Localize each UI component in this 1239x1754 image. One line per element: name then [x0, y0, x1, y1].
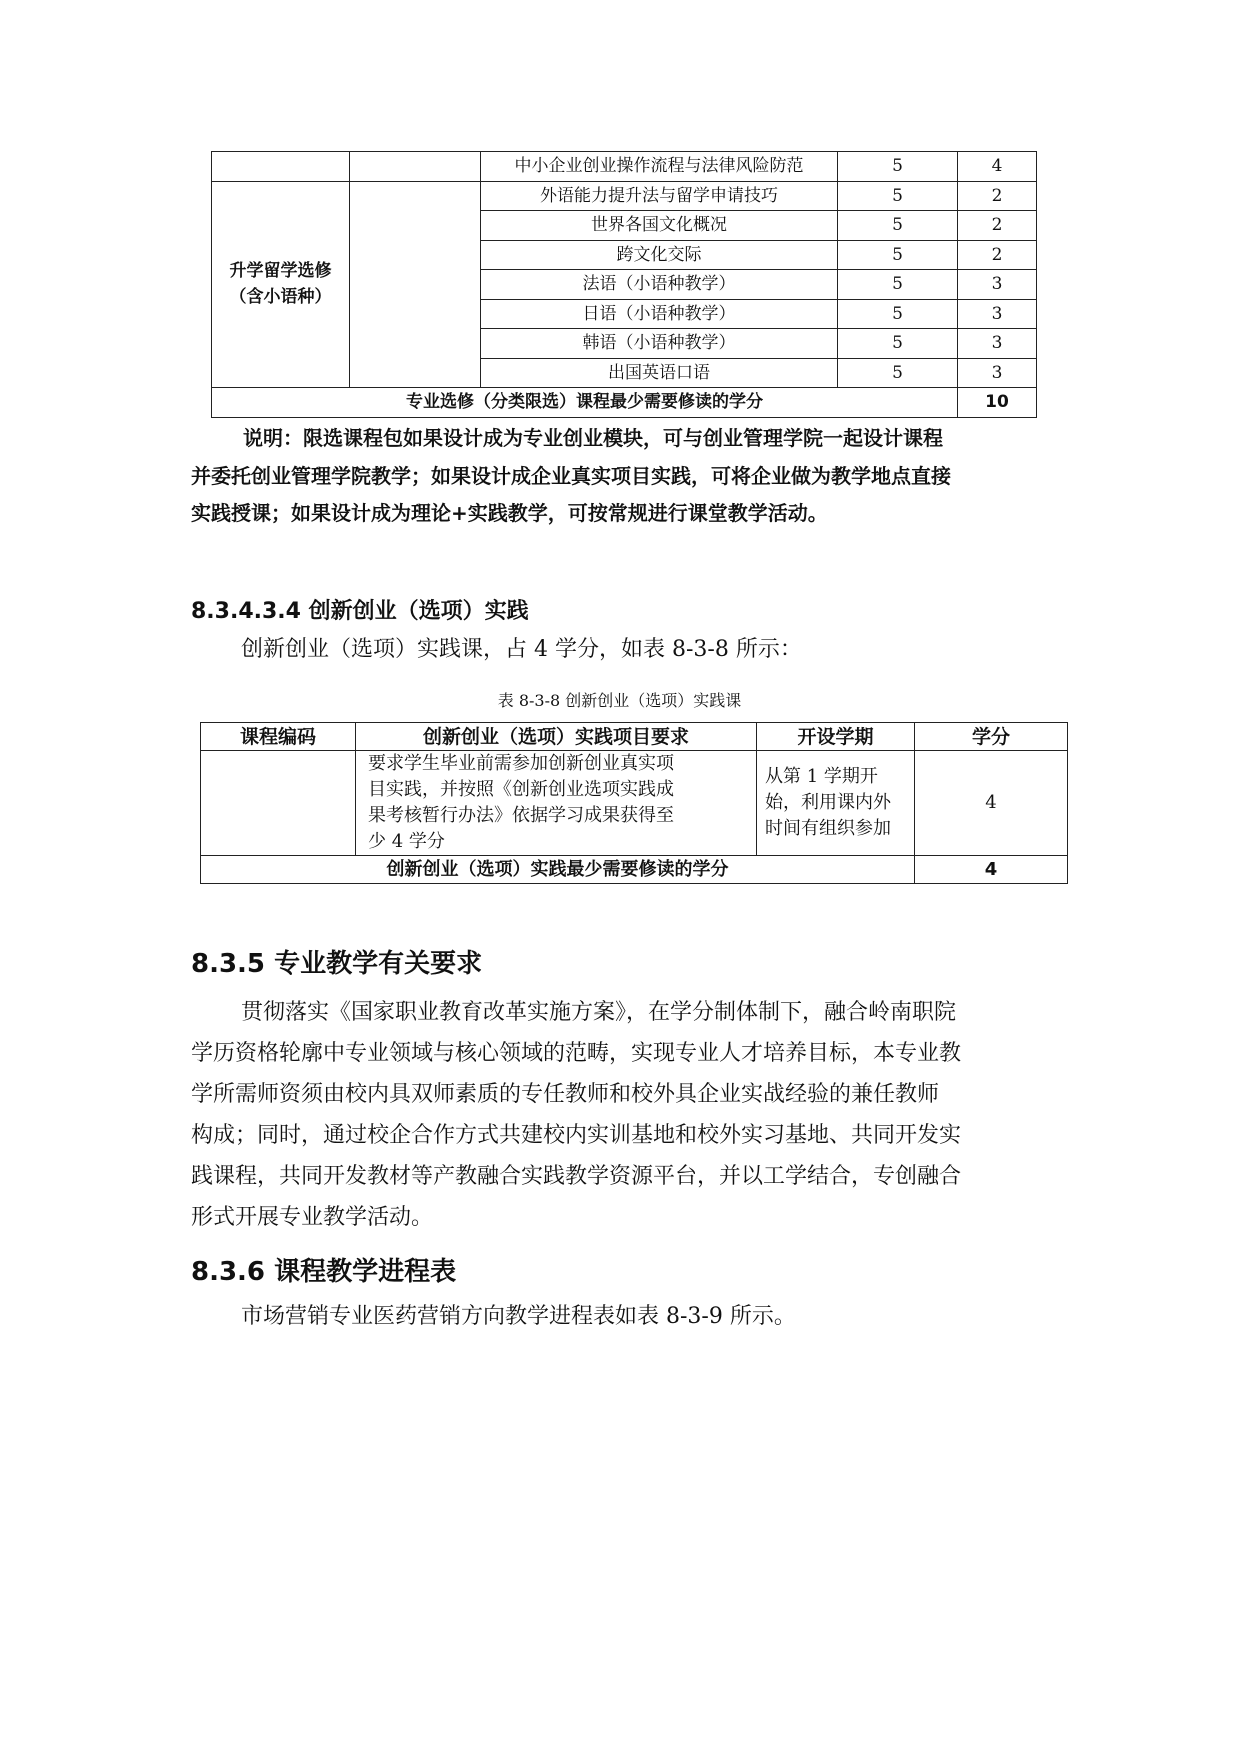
column-header: 课程编码 — [201, 723, 356, 751]
summary-row — [212, 388, 1037, 418]
elective-course-table — [211, 151, 1037, 418]
module-cell — [350, 152, 481, 182]
table-row — [212, 152, 1037, 182]
module-cell — [350, 181, 481, 388]
note-line: 并委托创业管理学院教学；如果设计成企业真实项目实践，可将企业做为教学地点直接 — [191, 463, 951, 488]
semester: 5 — [838, 152, 958, 182]
column-header: 创新创业（选项）实践项目要求 — [356, 723, 757, 751]
summary-row — [201, 856, 1068, 884]
section-8-3-5-body — [191, 992, 1051, 1238]
paragraph-line: 贯彻落实《国家职业教育改革实施方案》，在学分制体制下，融合岭南职院 — [241, 1000, 957, 1025]
semester-line: 时间有组织参加 — [765, 818, 891, 839]
course-name: 跨文化交际 — [481, 240, 838, 270]
paragraph-line: 学历资格轮廓中专业领域与核心领域的范畴，实现专业人才培养目标，本专业教 — [191, 1041, 962, 1066]
paragraph-line: 构成；同时，通过校企合作方式共建校内实训基地和校外实习基地、共同开发实 — [191, 1123, 962, 1148]
semester: 5 — [838, 270, 958, 300]
requirement-line: 要求学生毕业前需参加创新创业真实项 — [368, 753, 674, 774]
requirement-line: 目实践，并按照《创新创业选项实践成 — [368, 779, 674, 800]
section-heading-8-3-5: 8.3.5 专业教学有关要求 — [191, 949, 483, 979]
credit: 2 — [958, 211, 1037, 241]
summary-value: 10 — [958, 388, 1037, 418]
semester: 5 — [838, 299, 958, 329]
table-caption: 表 8-3-8 创新创业（选项）实践课 — [497, 691, 742, 710]
credit: 3 — [958, 299, 1037, 329]
table-row — [201, 751, 1068, 856]
semester-line: 从第 1 学期开 — [765, 766, 878, 787]
semester-line: 始，利用课内外 — [765, 792, 891, 813]
credit: 2 — [958, 181, 1037, 211]
course-code — [201, 751, 356, 856]
requirement-line: 少 4 学分 — [368, 831, 445, 852]
table-row — [212, 181, 1037, 211]
paragraph-line: 形式开展专业教学活动。 — [191, 1205, 434, 1230]
group-label-study-abroad — [212, 181, 350, 388]
summary-label: 创新创业（选项）实践最少需要修读的学分 — [201, 856, 915, 884]
credit: 3 — [958, 358, 1037, 388]
section-8-3-6-body: 市场营销专业医药营销方向教学进程表如表 8-3-9 所示。 — [241, 1304, 796, 1329]
requirement-cell — [356, 751, 757, 856]
semester: 5 — [838, 181, 958, 211]
group-label-line: （含小语种） — [229, 287, 332, 308]
credit: 4 — [958, 152, 1037, 182]
semester: 5 — [838, 211, 958, 241]
course-name: 韩语（小语种教学） — [481, 329, 838, 359]
section-heading-8-3-4-3-4: 8.3.4.3.4 创新创业（选项）实践 — [191, 599, 529, 624]
paragraph-line: 学所需师资须由校内具双师素质的专任教师和校外具企业实战经验的兼任教师 — [191, 1082, 940, 1107]
note-line: 实践授课；如果设计成为理论+实践教学，可按常规进行课堂教学活动。 — [191, 501, 828, 525]
semester: 5 — [838, 240, 958, 270]
course-name: 中小企业创业操作流程与法律风险防范 — [481, 152, 838, 182]
course-name: 世界各国文化概况 — [481, 211, 838, 241]
summary-value: 4 — [915, 856, 1068, 884]
semester-cell — [757, 751, 915, 856]
note-paragraph — [191, 420, 1051, 533]
category-cell — [212, 152, 350, 182]
credit: 2 — [958, 240, 1037, 270]
semester: 5 — [838, 329, 958, 359]
course-name: 法语（小语种教学） — [481, 270, 838, 300]
paragraph-line: 践课程，共同开发教材等产教融合实践教学资源平台，并以工学结合，专创融合 — [191, 1164, 962, 1189]
credit: 3 — [958, 270, 1037, 300]
innovation-practice-table — [200, 722, 1068, 884]
course-name: 日语（小语种教学） — [481, 299, 838, 329]
section-intro: 创新创业（选项）实践课，占 4 学分，如表 8-3-8 所示： — [241, 637, 802, 662]
credit: 3 — [958, 329, 1037, 359]
requirement-line: 果考核暂行办法》依据学习成果获得至 — [368, 805, 674, 826]
note-line: 说明：限选课程包如果设计成为专业创业模块，可与创业管理学院一起设计课程 — [243, 426, 943, 450]
column-header: 开设学期 — [757, 723, 915, 751]
course-name: 外语能力提升法与留学申请技巧 — [481, 181, 838, 211]
credit: 4 — [915, 751, 1068, 856]
semester: 5 — [838, 358, 958, 388]
group-label-line: 升学留学选修 — [229, 261, 332, 282]
column-header: 学分 — [915, 723, 1068, 751]
table-header-row — [201, 723, 1068, 751]
summary-label: 专业选修（分类限选）课程最少需要修读的学分 — [212, 388, 958, 418]
section-heading-8-3-6: 8.3.6 课程教学进程表 — [191, 1257, 457, 1287]
course-name: 出国英语口语 — [481, 358, 838, 388]
